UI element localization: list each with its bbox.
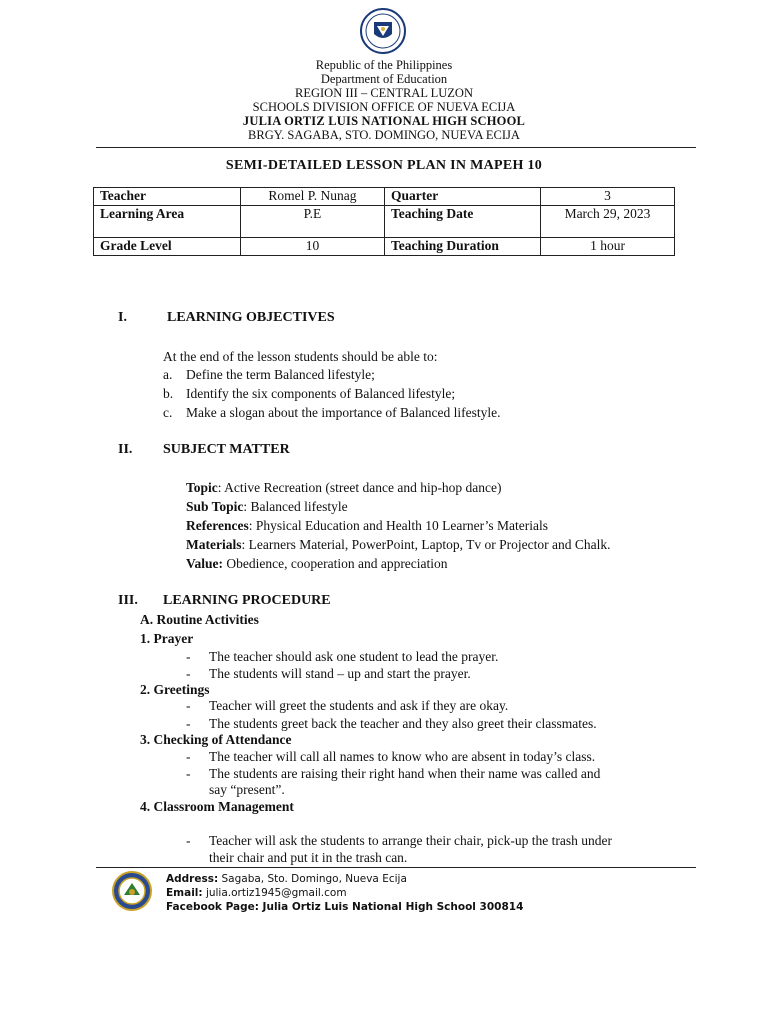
section-3-number: III. [118,593,138,608]
teaching-date-label: Teaching Date [385,206,541,238]
management-bullet-1-continued: their chair and put it in the trash can. [209,850,408,865]
value-value: Obedience, cooperation and appreciation [223,556,448,571]
header-address: BRGY. SAGABA, STO. DOMINGO, NUEVA ECIJA [248,128,520,142]
footer-email-value: julia.ortiz1945@gmail.com [202,887,347,899]
bullet-dash: - [186,833,191,848]
footer-facebook-label: Facebook Page: [166,901,259,913]
teacher-label: Teacher [94,188,241,206]
deped-seal-icon [360,8,406,54]
bullet-dash: - [186,749,191,764]
materials-label: Materials [186,537,242,552]
header-country: Republic of the Philippines [315,58,453,72]
bullet-dash: - [186,649,191,664]
document-title: SEMI-DETAILED LESSON PLAN IN MAPEH 10 [225,158,543,173]
references-label: References [186,518,249,533]
teacher-value: Romel P. Nunag [241,188,385,206]
subtopic-line [186,498,348,516]
learning-area-label: Learning Area [94,206,241,238]
objectives-intro: At the end of the lesson students should be able to: [163,349,438,364]
classroom-management-heading: 4. Classroom Management [140,799,294,814]
footer-divider [96,867,696,868]
greetings-heading: 2. Greetings [140,682,210,697]
attendance-bullet-1: The teacher will call all names to know who are absent in today’s class. [209,749,596,764]
materials-value: : Learners Material, PowerPoint, Laptop, Tv or Projector and Chalk. [241,537,611,552]
references-value: : Physical Education and Health 10 Learner’s Materials [248,518,548,533]
header-division: SCHOOLS DIVISION OFFICE OF NUEVA ECIJA [252,100,516,114]
topic-label: Topic [186,480,218,495]
topic-value: : Active Recreation (street dance and hip-hop dance) [217,480,502,495]
quarter-value: 3 [541,188,675,206]
materials-line [186,536,611,554]
header-department: Department of Education [320,72,448,86]
subtopic-value: : Balanced lifestyle [243,499,348,514]
section-2-heading: SUBJECT MATTER [163,442,290,457]
management-bullet-1: Teacher will ask the students to arrange their chair, pick-up the trash under [209,833,612,848]
greetings-bullet-2: The students greet back the teacher and they also greet their classmates. [209,716,597,731]
section-2-number: II. [118,442,133,457]
objective-a-text: Define the term Balanced lifestyle; [186,367,375,382]
footer-facebook [166,900,523,914]
header-school: JULIA ORTIZ LUIS NATIONAL HIGH SCHOOL [242,114,526,128]
header-divider [96,147,696,148]
topic-line [186,479,502,497]
quarter-label: Quarter [385,188,541,206]
prayer-heading: 1. Prayer [140,631,194,646]
routine-activities-heading: A. Routine Activities [140,612,259,627]
prayer-bullet-2: The students will stand – up and start the prayer. [209,666,471,681]
objective-c-letter: c. [163,405,173,420]
bullet-dash: - [186,766,191,781]
references-line [186,517,548,535]
header-region: REGION III – CENTRAL LUZON [295,86,473,100]
attendance-bullet-2: The students are raising their right hand when their name was called and [209,766,601,781]
objective-c-text: Make a slogan about the importance of Balanced lifestyle. [186,405,501,420]
value-line [186,555,448,573]
bullet-dash: - [186,666,191,681]
teaching-duration-label: Teaching Duration [385,238,541,256]
objective-a-letter: a. [163,367,173,382]
bullet-dash: - [186,716,191,731]
grade-level-label: Grade Level [94,238,241,256]
attendance-heading: 3. Checking of Attendance [140,732,292,747]
teaching-duration-value: 1 hour [541,238,675,256]
footer-address [166,872,407,886]
objective-b-text: Identify the six components of Balanced lifestyle; [186,386,456,401]
subtopic-label: Sub Topic [186,499,244,514]
prayer-bullet-1: The teacher should ask one student to lead the prayer. [209,649,499,664]
footer-email-label: Email: [166,887,203,899]
footer-facebook-value: Julia Ortiz Luis National High School 300814 [258,901,524,913]
section-1-heading: LEARNING OBJECTIVES [167,310,335,325]
grade-level-value: 10 [241,238,385,256]
footer-address-label: Address: [166,873,219,885]
footer-email [166,886,347,900]
learning-area-value: P.E [241,206,385,238]
objective-b-letter: b. [163,386,174,401]
section-1-number: I. [118,310,127,325]
attendance-bullet-2-continued: say “present”. [209,782,285,797]
lesson-info-table [93,187,675,256]
bullet-dash: - [186,698,191,713]
section-3-heading: LEARNING PROCEDURE [163,593,331,608]
greetings-bullet-1: Teacher will greet the students and ask if they are okay. [209,698,509,713]
value-label: Value: [186,556,224,571]
teaching-date-value: March 29, 2023 [541,206,675,238]
school-logo-icon [112,871,152,911]
footer-address-value: Sagaba, Sto. Domingo, Nueva Ecija [218,873,407,885]
